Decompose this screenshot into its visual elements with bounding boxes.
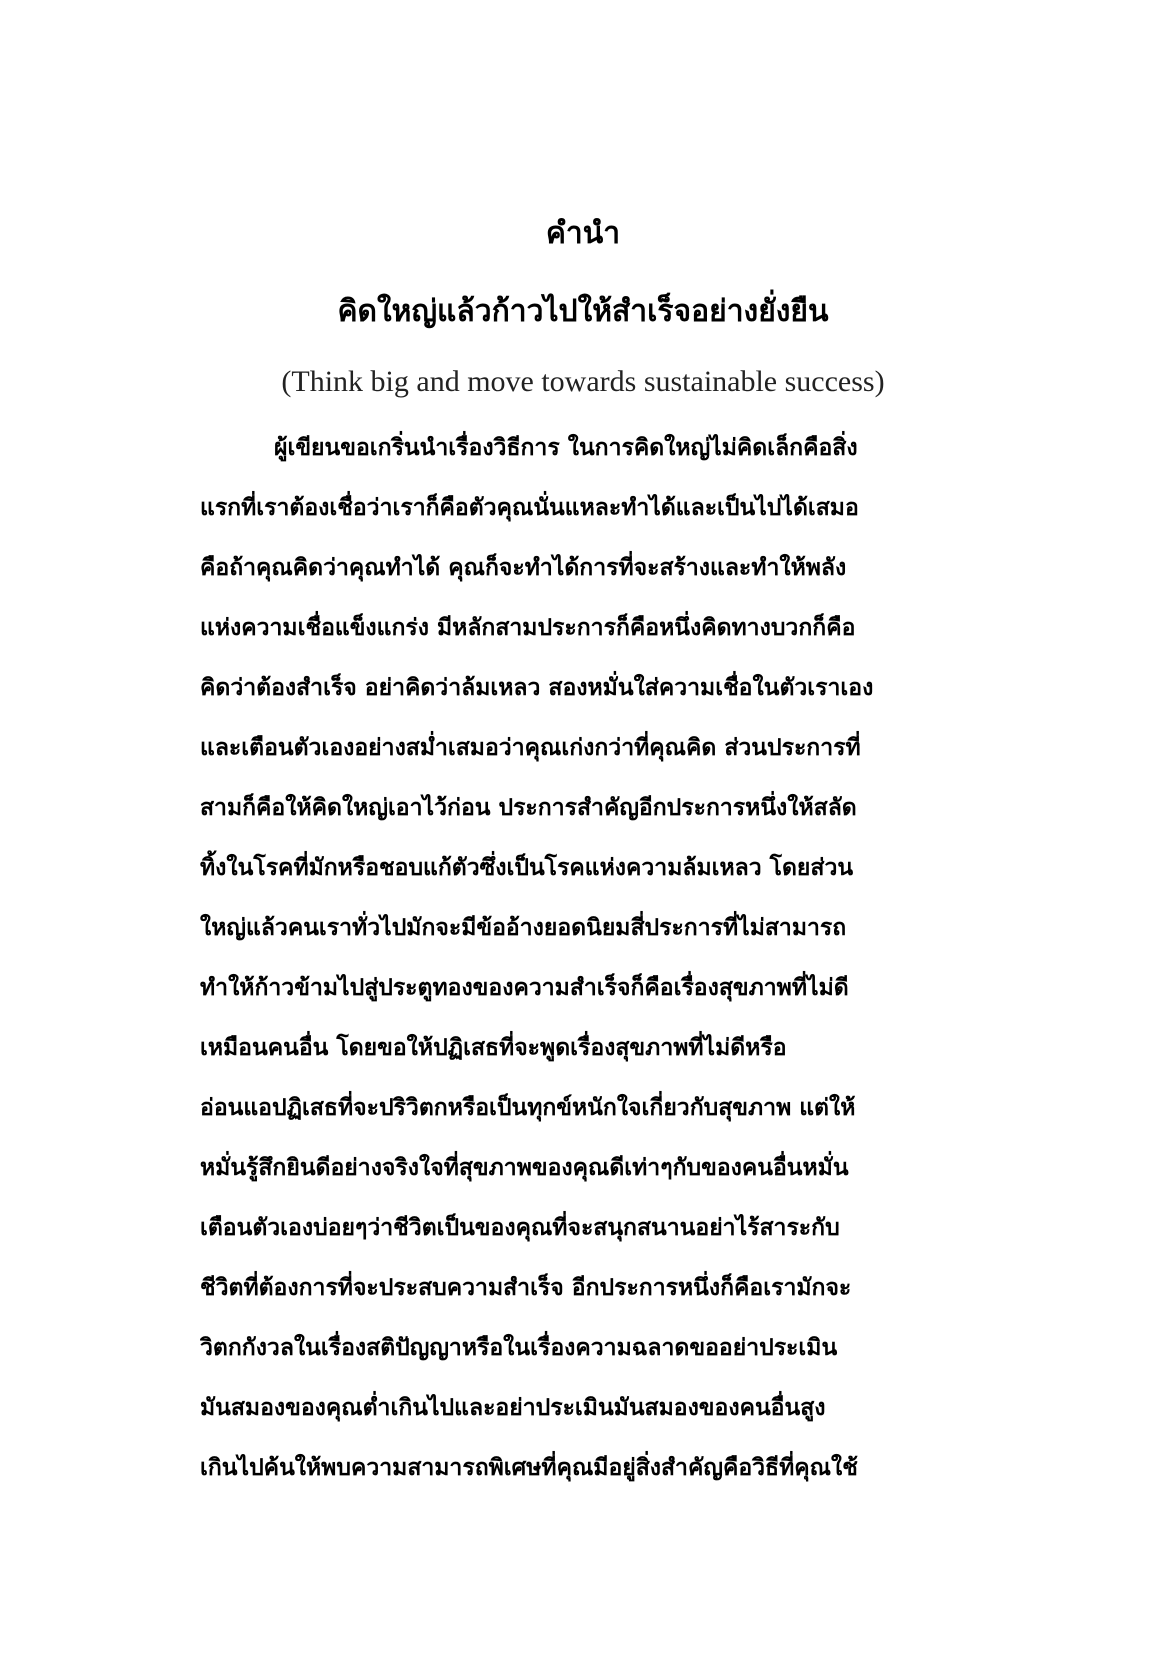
paragraph-line: มันสมองของคุณต่ำเกินไปและอย่าประเมินมันสมองของคนอื่นสูง (200, 1394, 826, 1421)
paragraph-line: เตือนตัวเองบ่อยๆว่าชีวิตเป็นของคุณที่จะสนุกสนานอย่าไร้สาระกับ (200, 1214, 840, 1241)
paragraph-line: วิตกกังวลในเรื่องสติปัญญาหรือในเรื่องความฉลาดขออย่าประเมิน (200, 1334, 838, 1361)
paragraph-line: ใหญ่แล้วคนเราทั่วไปมักจะมีข้ออ้างยอดนิยมสี่ประการที่ไม่สามารถ (200, 914, 847, 941)
paragraph-line: หมั่นรู้สึกยินดีอย่างจริงใจที่สุขภาพของคุณดีเท่าๆกับของคนอื่นหมั่น (200, 1154, 849, 1181)
paragraph-line: ชีวิตที่ต้องการที่จะประสบความสำเร็จ อีกประการหนึ่งก็คือเรามักจะ (200, 1274, 852, 1301)
paragraph-line: และเตือนตัวเองอย่างสม่ำเสมอว่าคุณเก่งกว่าที่คุณคิด ส่วนประการที่ (200, 734, 861, 761)
page-subtitle: คิดใหญ่แล้วก้าวไปให้สำเร็จอย่างยั่งยืน (337, 294, 829, 329)
paragraph-line: สามก็คือให้คิดใหญ่เอาไว้ก่อน ประการสำคัญอีกประการหนึ่งให้สลัด (200, 794, 857, 821)
paragraph-line: แรกที่เราต้องเชื่อว่าเราก็คือตัวคุณนั่นแหละทำได้และเป็นไปได้เสมอ (200, 494, 859, 521)
paragraph-line: ทิ้งในโรคที่มักหรือชอบแก้ตัวซึ่งเป็นโรคแห่งความล้มเหลว โดยส่วน (200, 854, 854, 881)
paragraph-line: เหมือนคนอื่น โดยขอให้ปฏิเสธที่จะพูดเรื่องสุขภาพที่ไม่ดีหรือ (200, 1034, 787, 1061)
paragraph-line: คือถ้าคุณคิดว่าคุณทำได้ คุณก็จะทำได้การที่จะสร้างและทำให้พลัง (200, 554, 847, 581)
paragraph-line: ผู้เขียนขอเกริ่นนำเรื่องวิธีการ ในการคิดใหญ่ไม่คิดเล็กคือสิ่ง (274, 434, 858, 461)
page-title: คำนำ (545, 216, 621, 251)
paragraph-line: อ่อนแอปฏิเสธที่จะปริวิตกหรือเป็นทุกข์หนักใจเกี่ยวกับสุขภาพ แต่ให้ (200, 1094, 856, 1121)
paragraph-line: ทำให้ก้าวข้ามไปสู่ประตูทองของความสำเร็จก็คือเรื่องสุขภาพที่ไม่ดี (200, 974, 849, 1001)
paragraph-line: คิดว่าต้องสำเร็จ อย่าคิดว่าล้มเหลว สองหมั่นใส่ความเชื่อในตัวเราเอง (200, 674, 874, 701)
paragraph-line: เกินไปค้นให้พบความสามารถพิเศษที่คุณมีอยู่สิ่งสำคัญคือวิธีที่คุณใช้ (200, 1454, 858, 1481)
preface-paragraph (200, 418, 960, 1498)
english-subtitle: (Think big and move towards sustainable success) (281, 365, 885, 398)
paragraph-line: แห่งความเชื่อแข็งแกร่ง มีหลักสามประการก็คือหนึ่งคิดทางบวกก็คือ (200, 614, 856, 641)
